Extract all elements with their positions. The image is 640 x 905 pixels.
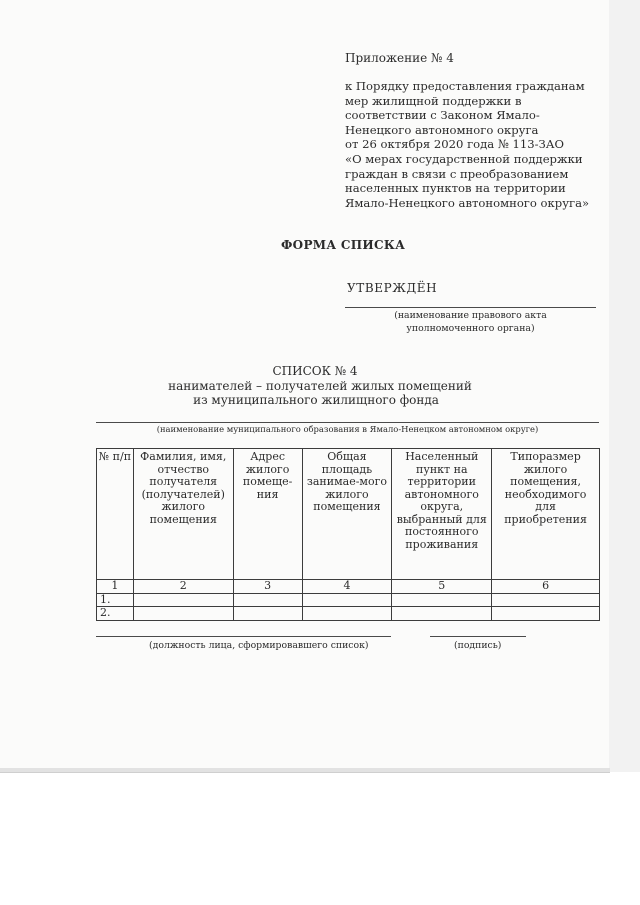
column-number: 2 bbox=[133, 580, 233, 594]
table-row bbox=[97, 607, 600, 621]
appendix-line: граждан в связи с преобразованием bbox=[345, 166, 569, 181]
appendix-title: Приложение № 4 bbox=[345, 51, 454, 65]
page-bottom-edge bbox=[0, 768, 610, 772]
approval-act-line bbox=[345, 307, 596, 308]
approval-act-caption: (наименование правового акта уполномоченного органа) bbox=[394, 310, 547, 334]
column-header: Населенный пункт на территории автономного округа, выбранный для постоянного проживания bbox=[392, 449, 492, 580]
list-number: СПИСОК № 4 bbox=[272, 364, 358, 378]
column-number: 5 bbox=[392, 580, 492, 594]
recipients-table bbox=[96, 448, 600, 621]
list-subject: нанимателей – получателей жилых помещений bbox=[168, 378, 472, 393]
appendix-line: от 26 октября 2020 года № 113-ЗАО bbox=[345, 137, 565, 152]
appendix-line: мер жилищной поддержки в bbox=[345, 93, 522, 108]
column-number: 1 bbox=[97, 580, 134, 594]
column-header: Адрес жилого помеще-ния bbox=[233, 449, 302, 580]
column-number-row bbox=[97, 580, 600, 594]
table-cell bbox=[492, 607, 600, 621]
table-cell bbox=[133, 607, 233, 621]
appendix-line: соответствии с Законом Ямало- bbox=[345, 108, 540, 123]
table-cell bbox=[302, 607, 392, 621]
appendix-reference bbox=[345, 79, 589, 210]
column-number: 4 bbox=[302, 580, 392, 594]
position-signature-line bbox=[96, 636, 391, 637]
municipality-caption: (наименование муниципального образования в Ямало-Ненецком автономном округе) bbox=[156, 424, 539, 434]
list-source: из муниципального жилищного фонда bbox=[193, 393, 439, 407]
table-cell bbox=[233, 593, 302, 607]
table-cell bbox=[492, 593, 600, 607]
appendix-line: Ненецкого автономного округа bbox=[345, 122, 539, 137]
row-number: 1. bbox=[97, 593, 134, 607]
appendix-line: «О мерах государственной поддержки bbox=[345, 151, 583, 166]
table-row bbox=[97, 593, 600, 607]
form-title: ФОРМА СПИСКА bbox=[281, 238, 406, 252]
table-cell bbox=[392, 593, 492, 607]
table-cell bbox=[392, 607, 492, 621]
appendix-line: к Порядку предоставления гражданам bbox=[345, 79, 585, 93]
column-header: Общая площадь занимае-мого жилого помещения bbox=[302, 449, 392, 580]
table-cell bbox=[302, 593, 392, 607]
appendix-line: населенных пунктов на территории bbox=[345, 181, 566, 196]
column-header: Фамилия, имя, отчество получателя (получателей) жилого помещения bbox=[133, 449, 233, 580]
position-caption: (должность лица, сформировавшего список) bbox=[149, 640, 369, 651]
column-header: № п/п bbox=[97, 449, 134, 580]
table-cell bbox=[233, 607, 302, 621]
list-heading bbox=[0, 364, 640, 408]
signature-caption: (подпись) bbox=[454, 640, 502, 651]
approval-stamp-label: УТВЕРЖДЁН bbox=[347, 281, 438, 295]
column-number: 3 bbox=[233, 580, 302, 594]
column-header: Типоразмер жилого помещения, необходимого для приобретения bbox=[492, 449, 600, 580]
appendix-line: Ямало-Ненецкого автономного округа» bbox=[345, 195, 590, 210]
column-number: 6 bbox=[492, 580, 600, 594]
signature-line bbox=[430, 636, 526, 637]
row-number: 2. bbox=[97, 607, 134, 621]
table-header-row bbox=[97, 449, 600, 580]
table-cell bbox=[133, 593, 233, 607]
